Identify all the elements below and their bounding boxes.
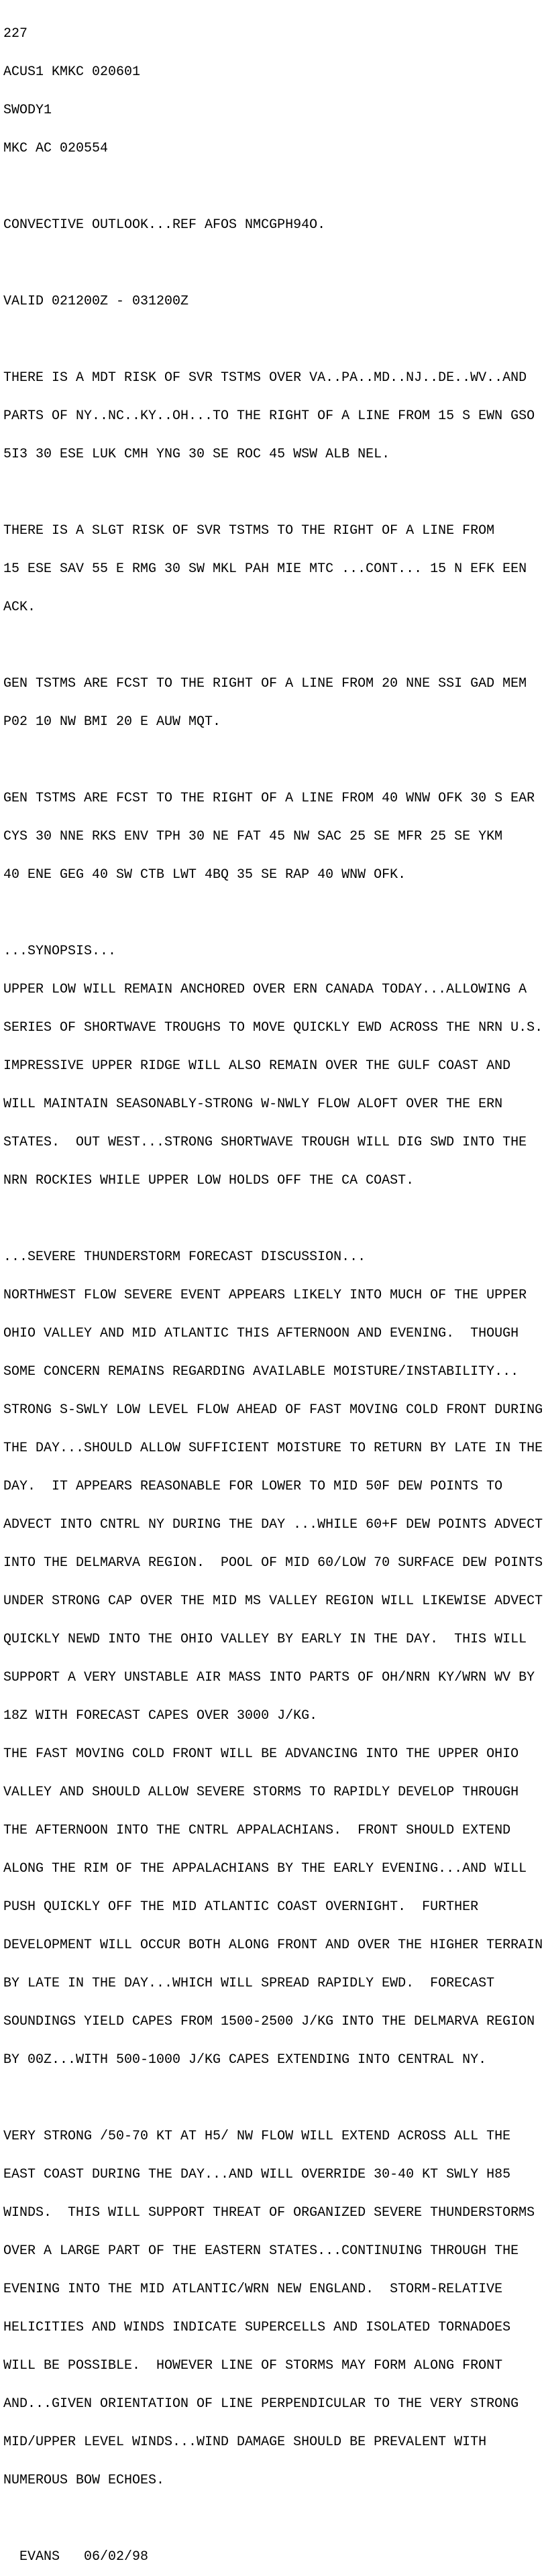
discussion-line: DAY. IT APPEARS REASONABLE FOR LOWER TO MID 50F DEW POINTS TO <box>3 1479 503 1494</box>
forecaster-signature: EVANS 06/02/98 <box>3 2549 149 2565</box>
discussion-line: SOME CONCERN REMAINS REGARDING AVAILABLE MOISTURE/INSTABILITY... <box>3 1364 519 1380</box>
mdt-risk-line: 5I3 30 ESE LUK CMH YNG 30 SE ROC 45 WSW ALB NEL. <box>3 447 390 462</box>
discussion-line: THE AFTERNOON INTO THE CNTRL APPALACHIANS. FRONT SHOULD EXTEND <box>3 1823 511 1838</box>
discussion-line: UNDER STRONG CAP OVER THE MID MS VALLEY REGION WILL LIKEWISE ADVECT <box>3 1593 543 1609</box>
blank-line <box>3 486 546 499</box>
mdt-risk-line: THERE IS A MDT RISK OF SVR TSTMS OVER VA..PA..MD..NJ..DE..WV..AND <box>3 370 527 386</box>
winds-line: WINDS. THIS WILL SUPPORT THREAT OF ORGANIZED SEVERE THUNDERSTORMS <box>3 2205 535 2221</box>
blank-line <box>3 333 546 346</box>
winds-line: VERY STRONG /50-70 KT AT H5/ NW FLOW WILL EXTEND ACROSS ALL THE <box>3 2129 511 2144</box>
synopsis-line: WILL MAINTAIN SEASONABLY-STRONG W-NWLY FLOW ALOFT OVER THE ERN <box>3 1097 503 1112</box>
gen-tstms-line: P02 10 NW BMI 20 E AUW MQT. <box>3 714 221 730</box>
winds-line: EVENING INTO THE MID ATLANTIC/WRN NEW ENGLAND. STORM-RELATIVE <box>3 2282 503 2297</box>
gen-tstms-line: CYS 30 NNE RKS ENV TPH 30 NE FAT 45 NW SAC 25 SE MFR 25 SE YKM <box>3 829 503 844</box>
header-line: ACUS1 KMKC 020601 <box>3 64 141 80</box>
gen-tstms-line: 40 ENE GEG 40 SW CTB LWT 4BQ 35 SE RAP 40 WNW OFK. <box>3 867 406 883</box>
blank-line <box>3 257 546 270</box>
blank-line <box>3 754 546 767</box>
blank-line <box>3 639 546 652</box>
slgt-risk-line: ACK. <box>3 600 36 615</box>
discussion-line: THE DAY...SHOULD ALLOW SUFFICIENT MOISTURE TO RETURN BY LATE IN THE <box>3 1441 543 1456</box>
blank-line <box>3 1213 546 1225</box>
synopsis-line: IMPRESSIVE UPPER RIDGE WILL ALSO REMAIN OVER THE GULF COAST AND <box>3 1058 511 1074</box>
slgt-risk-line: THERE IS A SLGT RISK OF SVR TSTMS TO THE RIGHT OF A LINE FROM <box>3 523 495 539</box>
synopsis-line: NRN ROCKIES WHILE UPPER LOW HOLDS OFF THE CA COAST. <box>3 1173 415 1188</box>
discussion-line: QUICKLY NEWD INTO THE OHIO VALLEY BY EARLY IN THE DAY. THIS WILL <box>3 1632 527 1647</box>
synopsis-heading: ...SYNOPSIS... <box>3 944 117 959</box>
blank-line <box>3 907 546 919</box>
discussion-line: BY 00Z...WITH 500-1000 J/KG CAPES EXTENDING INTO CENTRAL NY. <box>3 2052 487 2068</box>
mdt-risk-line: PARTS OF NY..NC..KY..OH...TO THE RIGHT OF A LINE FROM 15 S EWN GSO <box>3 408 535 424</box>
winds-line: WILL BE POSSIBLE. HOWEVER LINE OF STORMS MAY FORM ALONG FRONT <box>3 2358 503 2373</box>
discussion-line: NORTHWEST FLOW SEVERE EVENT APPEARS LIKELY INTO MUCH OF THE UPPER <box>3 1288 527 1303</box>
discussion-line: PUSH QUICKLY OFF THE MID ATLANTIC COAST OVERNIGHT. FURTHER <box>3 1899 479 1915</box>
gen-tstms-line: GEN TSTMS ARE FCST TO THE RIGHT OF A LINE FROM 20 NNE SSI GAD MEM <box>3 676 527 691</box>
winds-line: EAST COAST DURING THE DAY...AND WILL OVERRIDE 30-40 KT SWLY H85 <box>3 2167 511 2182</box>
discussion-line: VALLEY AND SHOULD ALLOW SEVERE STORMS TO RAPIDLY DEVELOP THROUGH <box>3 1785 519 1800</box>
discussion-line: SOUNDINGS YIELD CAPES FROM 1500-2500 J/KG INTO THE DELMARVA REGION <box>3 2014 535 2029</box>
winds-line: MID/UPPER LEVEL WINDS...WIND DAMAGE SHOULD BE PREVALENT WITH <box>3 2434 487 2450</box>
discussion-line: OHIO VALLEY AND MID ATLANTIC THIS AFTERNOON AND EVENING. THOUGH <box>3 1326 519 1341</box>
discussion-line: SUPPORT A VERY UNSTABLE AIR MASS INTO PARTS OF OH/NRN KY/WRN WV BY <box>3 1670 535 1685</box>
blank-line <box>3 180 546 193</box>
winds-line: AND...GIVEN ORIENTATION OF LINE PERPENDICULAR TO THE VERY STRONG <box>3 2396 519 2412</box>
discussion-heading: ...SEVERE THUNDERSTORM FORECAST DISCUSSION... <box>3 1249 366 1265</box>
synopsis-line: SERIES OF SHORTWAVE TROUGHS TO MOVE QUICKLY EWD ACROSS THE NRN U.S. <box>3 1020 543 1035</box>
header-line: 227 <box>3 26 28 42</box>
discussion-line: STRONG S-SWLY LOW LEVEL FLOW AHEAD OF FAST MOVING COLD FRONT DURING <box>3 1402 543 1418</box>
gen-tstms-line: GEN TSTMS ARE FCST TO THE RIGHT OF A LINE FROM 40 WNW OFK 30 S EAR <box>3 791 535 806</box>
discussion-line: ALONG THE RIM OF THE APPALACHIANS BY THE EARLY EVENING...AND WILL <box>3 1861 527 1877</box>
valid-period: VALID 021200Z - 031200Z <box>3 294 189 309</box>
discussion-line: 18Z WITH FORECAST CAPES OVER 3000 J/KG. <box>3 1708 318 1724</box>
discussion-line: BY LATE IN THE DAY...WHICH WILL SPREAD RAPIDLY EWD. FORECAST <box>3 1976 495 1991</box>
blank-line <box>3 2512 546 2525</box>
synopsis-line: UPPER LOW WILL REMAIN ANCHORED OVER ERN CANADA TODAY...ALLOWING A <box>3 982 527 997</box>
winds-line: HELICITIES AND WINDS INDICATE SUPERCELLS AND ISOLATED TORNADOES <box>3 2320 511 2335</box>
synopsis-line: STATES. OUT WEST...STRONG SHORTWAVE TROUGH WILL DIG SWD INTO THE <box>3 1135 527 1150</box>
discussion-line: DEVELOPMENT WILL OCCUR BOTH ALONG FRONT AND OVER THE HIGHER TERRAIN <box>3 1938 543 1953</box>
header-line: MKC AC 020554 <box>3 141 109 156</box>
discussion-line: ADVECT INTO CNTRL NY DURING THE DAY ...WHILE 60+F DEW POINTS ADVECT <box>3 1517 543 1532</box>
winds-line: NUMEROUS BOW ECHOES. <box>3 2473 165 2488</box>
discussion-line: THE FAST MOVING COLD FRONT WILL BE ADVANCING INTO THE UPPER OHIO <box>3 1746 519 1762</box>
blank-line <box>3 2092 546 2105</box>
header-line: SWODY1 <box>3 103 52 118</box>
discussion-line: INTO THE DELMARVA REGION. POOL OF MID 60/LOW 70 SURFACE DEW POINTS <box>3 1555 543 1571</box>
outlook-title: CONVECTIVE OUTLOOK...REF AFOS NMCGPH94O. <box>3 217 326 233</box>
winds-line: OVER A LARGE PART OF THE EASTERN STATES...CONTINUING THROUGH THE <box>3 2243 519 2259</box>
slgt-risk-line: 15 ESE SAV 55 E RMG 30 SW MKL PAH MIE MTC ...CONT... 15 N EFK EEN <box>3 561 527 577</box>
